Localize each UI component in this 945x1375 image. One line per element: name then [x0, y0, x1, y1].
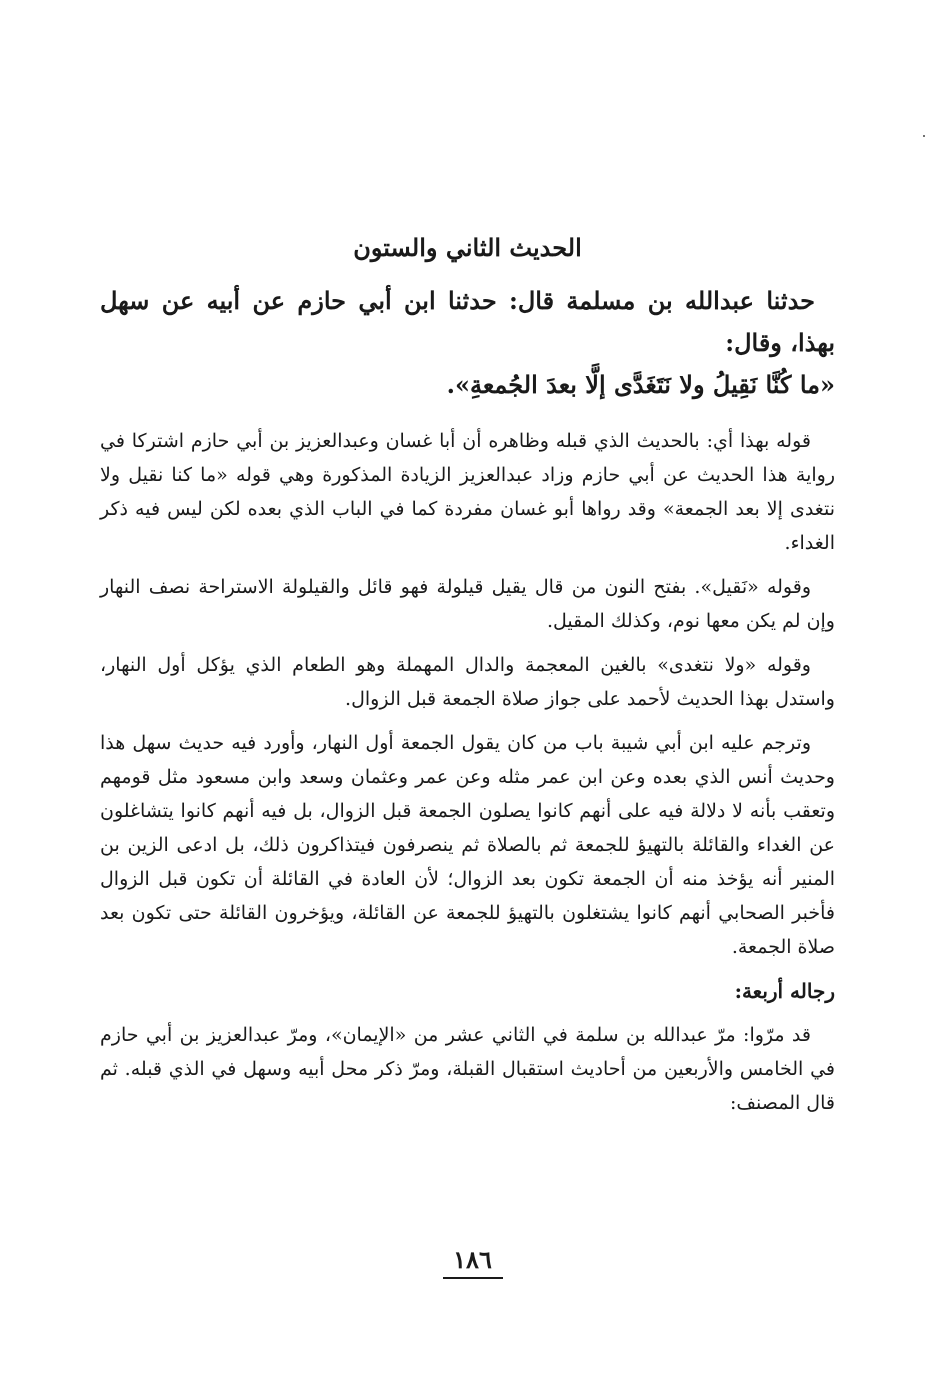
narrators-heading: رجاله أربعة: — [734, 979, 835, 1003]
commentary-paragraph-2: وقوله «نَقيل». بفتح النون من قال يقيل قيلولة فهو قائل والقيلولة الاستراحة نصف النهار وإن لم يكن معها نوم، وكذلك المقيل. — [100, 576, 835, 632]
hadith-text — [100, 280, 835, 406]
commentary-paragraph-3: وقوله «ولا نتغدى» بالغين المعجمة والدال المهملة وهو الطعام الذي يؤكل أول النهار، واستدل بهذا الحديث لأحمد على جواز صلاة الجمعة قبل الزوال. — [100, 654, 835, 710]
chapter-title: الحديث الثاني والستون — [353, 233, 582, 262]
commentary-paragraph-1: قوله بهذا أي: بالحديث الذي قبله وظاهره أن أبا غسان وعبدالعزيز بن أبي حازم اشتركا في رواية هذا الحديث عن أبي حازم وزاد عبدالعزيز الزيادة المذكورة وهي قوله «ما كنا نقيل ولا نتغدى إلا بعد الجمعة» وقد رواها أبو غسان مفردة كما في الباب الذي بعده لكن ليس فيه ذكر الغداء. — [100, 430, 835, 554]
hadith-line-2: «ما كُنَّا نَقِيلُ ولا نَتَغَدَّى إلَّا بعدَ الجُمعةِ». — [446, 370, 835, 399]
page-number: ١٨٦ — [0, 1245, 945, 1279]
narrators-paragraph: قد مرّوا: مرّ عبدالله بن سلمة في الثاني عشر من «الإيمان»، ومرّ عبدالعزيز بن أبي حازم في الخامس والأربعين من أحاديث استقبال القبلة، ومرّ ذكر محل أبيه وسهل في الذي قبله. ثم قال المصنف: — [100, 1024, 835, 1114]
hadith-line-1: حدثنا عبدالله بن مسلمة قال: حدثنا ابن أبي حازم عن أبيه عن سهل بهذا، وقال: — [100, 286, 835, 357]
scan-mark — [923, 135, 925, 137]
commentary-paragraph-4: وترجم عليه ابن أبي شيبة باب من كان يقول الجمعة أول النهار، وأورد فيه حديث سهل هذا وحديث أنس الذي بعده وعن ابن عمر مثله وعن عمر وعثمان وسعد وابن مسعود مثل قومهم وتعقب بأنه لا دلالة فيه على أنهم كانوا يصلون الجمعة قبل الزوال، بل فيه أنهم كانوا يتشاغلون عن الغداء والقائلة بالتهيؤ للجمعة ثم بالصلاة ثم ينصرفون فيتذاكرون ذلك، بل ادعى الزين بن المنير أنه يؤخذ منه أن الجمعة تكون بعد الزوال؛ لأن العادة في القائلة أن تكون قبل الزوال فأخبر الصحابي أنهم كانوا يشتغلون بالتهيؤ للجمعة عن القائلة، ويؤخرون القائلة حتى تكون بعد صلاة الجمعة. — [100, 732, 835, 958]
page-content — [100, 230, 835, 1130]
